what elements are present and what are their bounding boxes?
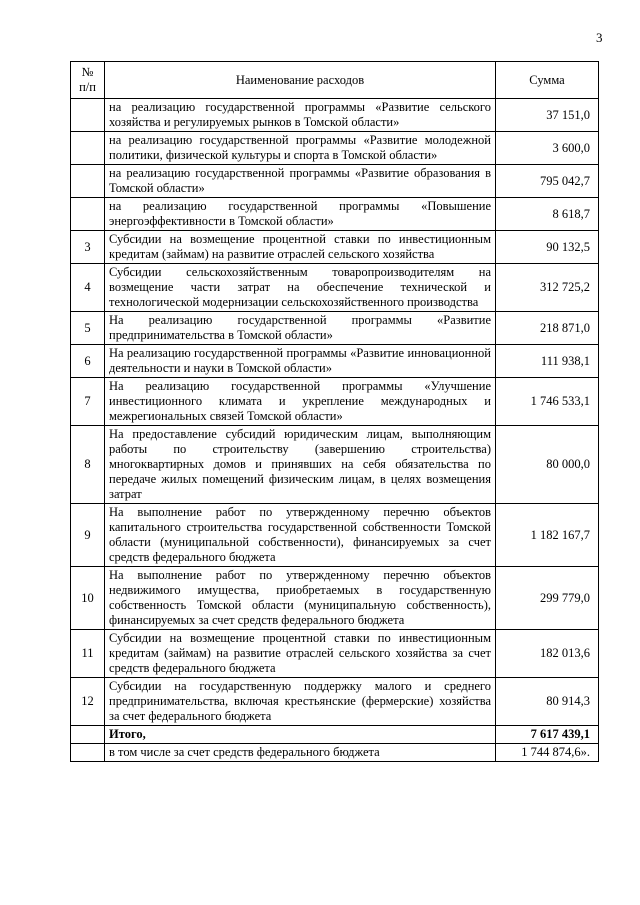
header-num: № п/п [71, 62, 105, 99]
table-row [71, 132, 599, 165]
row-amount: 80 000,0 [496, 426, 599, 504]
row-description: на реализацию государственной программы «Повышение энергоэффективности в Томской области» [105, 198, 496, 231]
header-name: Наименование расходов [105, 62, 496, 99]
row-amount: 312 725,2 [496, 264, 599, 312]
table-row [71, 378, 599, 426]
table-row [71, 99, 599, 132]
row-num [71, 165, 105, 198]
row-num [71, 99, 105, 132]
row-amount: 182 013,6 [496, 630, 599, 678]
row-description: Субсидии на возмещение процентной ставки по инвестиционным кредитам (займам) на развитие отраслей сельского хозяйства [105, 231, 496, 264]
row-description: на реализацию государственной программы «Развитие образования в Томской области» [105, 165, 496, 198]
row-amount: 111 938,1 [496, 345, 599, 378]
table-row [71, 504, 599, 567]
expenses-table [70, 61, 599, 762]
table-row [71, 198, 599, 231]
header-amount: Сумма [496, 62, 599, 99]
table-row [71, 165, 599, 198]
table-row [71, 312, 599, 345]
table-row [71, 264, 599, 312]
table-row [71, 630, 599, 678]
total-amount: 7 617 439,1 [496, 726, 599, 744]
page-number: 3 [596, 30, 603, 45]
total-row [71, 726, 599, 744]
row-description: Субсидии сельскохозяйственным товаропроизводителям на возмещение части затрат на обеспечение технической и технологической модернизации сельскохозяйственного производства [105, 264, 496, 312]
row-amount: 90 132,5 [496, 231, 599, 264]
row-amount: 795 042,7 [496, 165, 599, 198]
row-num [71, 132, 105, 165]
row-amount: 8 618,7 [496, 198, 599, 231]
total-num [71, 726, 105, 744]
row-amount: 1 182 167,7 [496, 504, 599, 567]
row-amount: 299 779,0 [496, 567, 599, 630]
row-description: Субсидии на возмещение процентной ставки по инвестиционным кредитам (займам) на развитие отраслей сельского хозяйства за счет средств федерального бюджета [105, 630, 496, 678]
row-description: На выполнение работ по утвержденному перечню объектов недвижимого имущества, приобретаемых в государственную собственность Томской области (муниципальную собственность), финансируемых за счет средств федерального бюджета [105, 567, 496, 630]
row-num: 10 [71, 567, 105, 630]
table-row [71, 231, 599, 264]
row-description: На предоставление субсидий юридическим лицам, выполняющим работы по строительству (завершению строительства) многоквартирных домов и принявших на себя обязательства по передаче жилых помещений физическим лицам, в целях возмещения затрат [105, 426, 496, 504]
row-num: 11 [71, 630, 105, 678]
row-description: Субсидии на государственную поддержку малого и среднего предпринимательства, включая крестьянские (фермерские) хозяйства за счет федерального бюджета [105, 678, 496, 726]
row-description: На выполнение работ по утвержденному перечню объектов капитального строительства государственной собственности Томской области (муниципальной собственности), финансируемых за счет средств федерального бюджета [105, 504, 496, 567]
row-num [71, 198, 105, 231]
row-amount: 37 151,0 [496, 99, 599, 132]
row-amount: 80 914,3 [496, 678, 599, 726]
row-num: 5 [71, 312, 105, 345]
row-num: 8 [71, 426, 105, 504]
row-num: 6 [71, 345, 105, 378]
table-row [71, 426, 599, 504]
table-row [71, 345, 599, 378]
row-description: на реализацию государственной программы «Развитие сельского хозяйства и регулируемых рынков в Томской области» [105, 99, 496, 132]
total-label: Итого, [105, 726, 496, 744]
row-amount: 3 600,0 [496, 132, 599, 165]
row-description: На реализацию государственной программы «Улучшение инвестиционного климата и укрепление международных и межрегиональных связей Томской области» [105, 378, 496, 426]
row-description: На реализацию государственной программы «Развитие инновационной деятельности и науки в Томской области» [105, 345, 496, 378]
table-row [71, 567, 599, 630]
row-description: на реализацию государственной программы «Развитие молодежной политики, физической культуры и спорта в Томской области» [105, 132, 496, 165]
federal-label: в том числе за счет средств федерального бюджета [105, 744, 496, 762]
row-amount: 1 746 533,1 [496, 378, 599, 426]
row-amount: 218 871,0 [496, 312, 599, 345]
federal-amount: 1 744 874,6». [496, 744, 599, 762]
row-num: 4 [71, 264, 105, 312]
row-num: 12 [71, 678, 105, 726]
row-num: 9 [71, 504, 105, 567]
row-description: На реализацию государственной программы «Развитие предпринимательства в Томской области» [105, 312, 496, 345]
federal-num [71, 744, 105, 762]
table-header-row [71, 62, 599, 99]
federal-row [71, 744, 599, 762]
table-row [71, 678, 599, 726]
row-num: 3 [71, 231, 105, 264]
row-num: 7 [71, 378, 105, 426]
